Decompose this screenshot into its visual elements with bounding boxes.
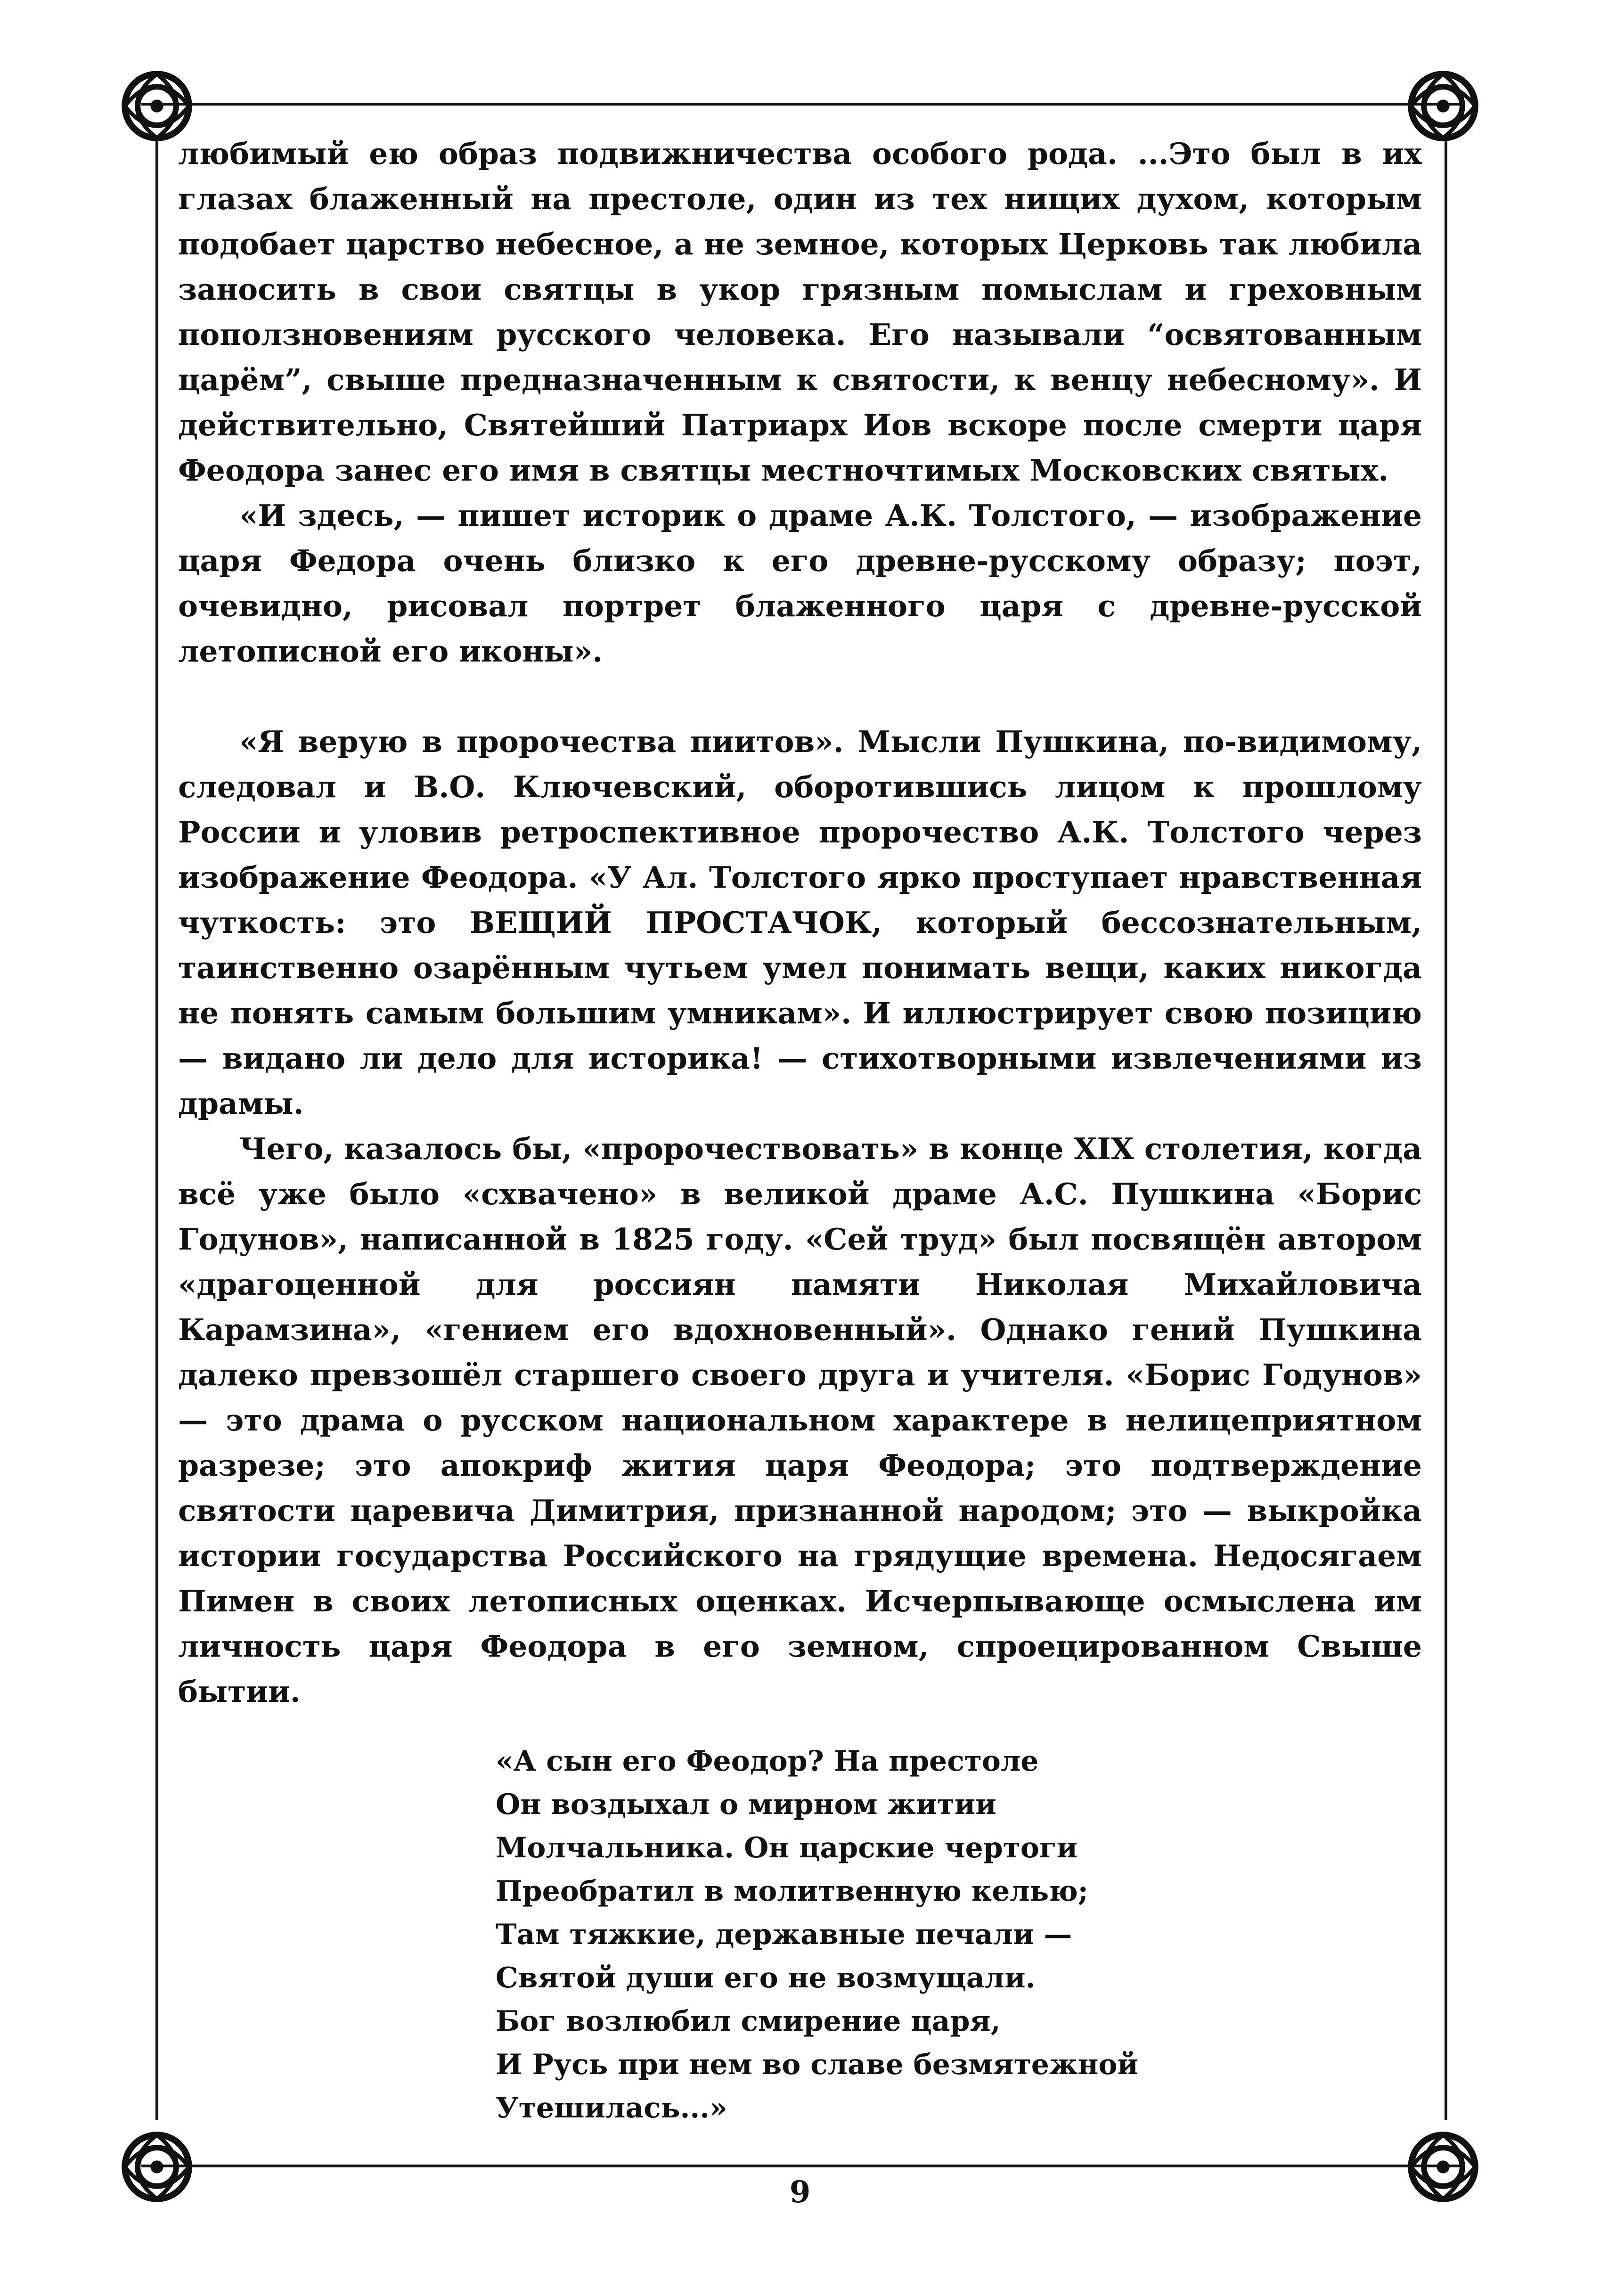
- frame-bottom-line: [141, 2165, 1461, 2167]
- poem-line: Утешилась...»: [496, 2092, 727, 2124]
- paragraph: любимый ею образ подвижничества особого рода. ...Это был в их глазах блаженный на престоле, один из тех нищих духом, которым подобает царство небесное, а не земное, которых Церковь так любила заносить в свои святцы в укор грязным помыслам и греховным поползновениям русского человека. Его называли “освятованным царём”, свыше предназначенным к святости, к венцу небесному». И действительно, Святейший Патриарх Иов вскоре после смерти царя Феодора занес его имя в святцы местночтимых Московских святых.: [178, 136, 1422, 488]
- poem-line: Там тяжкие, державные печали —: [496, 1918, 1072, 1951]
- page-number: 9: [789, 2174, 811, 2210]
- celtic-knot-icon: [117, 2127, 197, 2207]
- poem-line: Молчальника. Он царские чертоги: [496, 1831, 1078, 1864]
- paragraph: «И здесь, — пишет историк о драме А.К. Толстого, — изображение царя Федора очень близко к его древне-русскому образу; поэт, очевидно, рисовал портрет блаженного царя с древне-русской летописной его иконы».: [178, 498, 1422, 669]
- body-text: [178, 131, 1422, 1714]
- paragraph: Чего, казалось бы, «пророчествовать» в конце XIX столетия, когда всё уже было «схвачено» в великой драме А.С. Пушкина «Борис Годунов», написанной в 1825 году. «Сей труд» был посвящён автором «драгоценной для россиян памяти Николая Михайловича Карамзина», «гением его вдохновенный». Однако гений Пушкина далеко превзошёл старшего своего друга и учителя. «Борис Годунов» — это драма о русском национальном характере в нелицеприятном разрезе; это апокриф жития царя Феодора; это подтверждение святости царевича Димитрия, признанной народом; это — выкройка истории государства Российского на грядущие времена. Недосягаем Пимен в своих летописных оценках. Исчерпывающе осмыслена им личность царя Феодора в его земном, спроецированном Свыше бытии.: [178, 1131, 1422, 1709]
- paragraph: «Я верую в пророчества пиитов». Мысли Пушкина, по-видимому, следовал и В.О. Ключевский, оборотившись лицом к прошлому России и уловив ретроспективное пророчество А.К. Толстого через изображение Феодора. «У Ал. Толстого ярко проступает нравственная чуткость: это ВЕЩИЙ ПРОСТАЧОК, который бессознательным, таинственно озарённым чутьем умел понимать вещи, каких никогда не понять самым большим умникам». И иллюстрирует свою позицию — видано ли дело для историка! — стихотворными извлечениями из драмы.: [178, 724, 1422, 1121]
- frame-top-line: [141, 103, 1461, 106]
- poem-line: Он воздыхал о мирном житии: [496, 1788, 996, 1821]
- frame-right-line: [1445, 141, 1447, 2120]
- poem-line: И Русь при нем во славе безмятежной: [496, 2048, 1138, 2081]
- poem-quote: [496, 1740, 1391, 2130]
- poem-line: Святой души его не возмущали.: [496, 1961, 1036, 1994]
- frame-left-line: [155, 141, 158, 2120]
- poem-line: «А сын его Феодор? На престоле: [496, 1745, 1039, 1778]
- paragraph-gap: [178, 674, 1422, 719]
- poem-line: Преобратил в молитвенную келью;: [496, 1875, 1088, 1908]
- celtic-knot-icon: [1403, 2127, 1483, 2207]
- poem-line: Бог возлюбил смирение царя,: [496, 2005, 1001, 2038]
